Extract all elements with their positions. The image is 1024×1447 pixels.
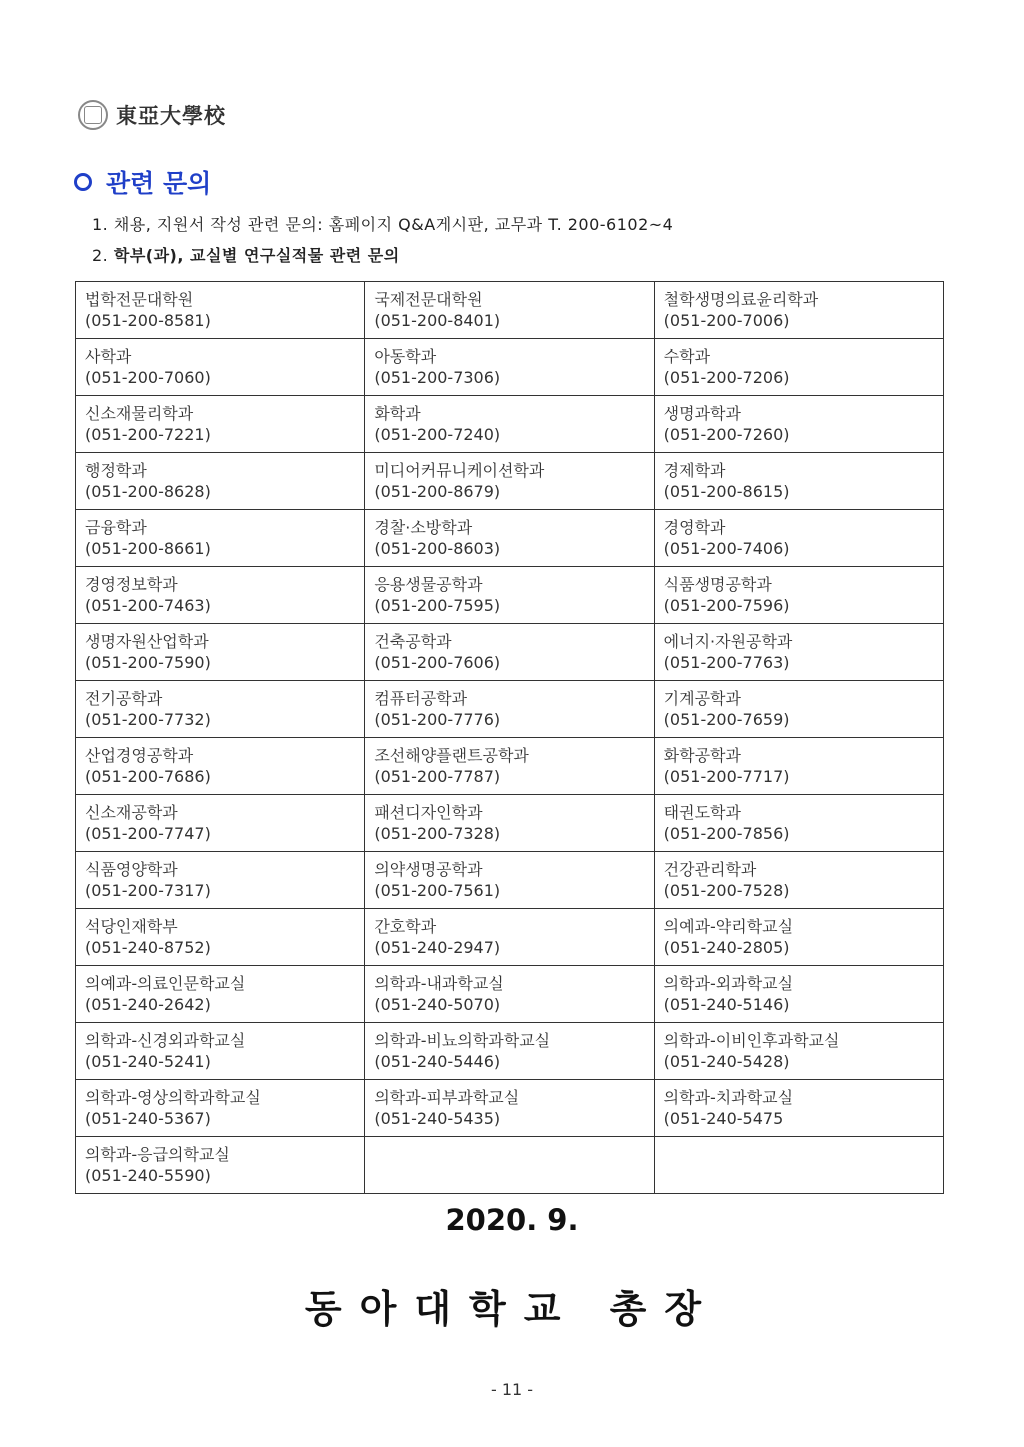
department-name: 사학과 — [85, 347, 132, 366]
department-phone: (051-200-7528) — [663, 881, 790, 900]
department-name: 의학과-응급의학교실 — [85, 1145, 230, 1164]
department-name: 수학과 — [663, 347, 711, 366]
contact-cell — [76, 1137, 365, 1194]
contact-cell — [76, 1023, 365, 1080]
department-name: 화학과 — [374, 404, 421, 423]
contact-cell — [365, 795, 654, 852]
department-name: 석당인재학부 — [85, 917, 178, 936]
department-phone: (051-200-7595) — [374, 596, 501, 615]
contact-cell — [654, 282, 943, 339]
department-name: 의학과-이비인후과학교실 — [663, 1031, 840, 1050]
contact-cell — [365, 738, 654, 795]
department-phone: (051-240-5446) — [374, 1052, 501, 1071]
table-row — [76, 909, 944, 966]
department-name: 미디어커뮤니케이션학과 — [374, 461, 545, 480]
department-phone: (051-200-7561) — [374, 881, 501, 900]
contact-cell — [365, 567, 654, 624]
table-row — [76, 624, 944, 681]
department-phone: (051-240-5146) — [663, 995, 790, 1014]
table-row — [76, 339, 944, 396]
department-phone: (051-200-7406) — [663, 539, 790, 558]
contact-cell — [654, 966, 943, 1023]
department-name: 행정학과 — [85, 461, 147, 480]
table-row — [76, 795, 944, 852]
department-phone: (051-200-7596) — [663, 596, 790, 615]
contact-cell — [76, 966, 365, 1023]
contact-cell — [76, 738, 365, 795]
contact-cell — [654, 909, 943, 966]
contact-cell — [654, 510, 943, 567]
document-date: 2020. 9. — [445, 1203, 579, 1237]
table-row — [76, 1080, 944, 1137]
department-name: 경영학과 — [663, 518, 726, 537]
department-phone: (051-200-8615) — [663, 482, 790, 501]
department-name: 의약생명공학과 — [374, 860, 483, 879]
department-name: 컴퓨터공학과 — [374, 689, 468, 708]
contact-cell — [76, 510, 365, 567]
department-phone: (051-240-2642) — [85, 995, 211, 1014]
department-phone: (051-200-8661) — [85, 539, 211, 558]
table-row — [76, 567, 944, 624]
department-phone: (051-200-7306) — [374, 368, 501, 387]
contact-cell — [76, 852, 365, 909]
department-name: 경찰·소방학과 — [374, 518, 473, 537]
department-name: 응용생물공학과 — [374, 575, 483, 594]
table-row — [76, 1023, 944, 1080]
department-phone: (051-200-7856) — [663, 824, 790, 843]
department-name: 조선해양플랜트공학과 — [374, 746, 529, 765]
contact-cell — [76, 282, 365, 339]
contact-cell — [654, 339, 943, 396]
contact-cell — [365, 681, 654, 738]
department-phone: (051-200-7747) — [85, 824, 211, 843]
department-name: 패션디자인학과 — [374, 803, 483, 822]
department-name: 식품생명공학과 — [663, 575, 772, 594]
department-phone: (051-200-7606) — [374, 653, 501, 672]
department-name: 전기공학과 — [85, 689, 163, 708]
inquiry-item-2-text: 학부(과), 교실별 연구실적물 관련 문의 — [113, 246, 400, 265]
department-phone: (051-200-7006) — [663, 311, 790, 330]
department-name: 의예과-의료인문학교실 — [85, 974, 246, 993]
department-phone: (051-200-7732) — [85, 710, 211, 729]
department-phone: (051-240-5475 — [663, 1109, 784, 1128]
contact-cell — [654, 1023, 943, 1080]
table-row — [76, 738, 944, 795]
department-phone: (051-200-7206) — [663, 368, 790, 387]
department-phone: (051-240-8752) — [85, 938, 211, 957]
department-phone: (051-200-8581) — [85, 311, 211, 330]
department-name: 화학공학과 — [663, 746, 741, 765]
department-name: 간호학과 — [374, 917, 437, 936]
department-name: 의학과-영상의학과학교실 — [85, 1088, 261, 1107]
department-phone: (051-240-2947) — [374, 938, 501, 957]
contact-cell — [76, 1080, 365, 1137]
table-row — [76, 852, 944, 909]
department-name: 국제전문대학원 — [374, 290, 483, 309]
contact-cell — [365, 1137, 654, 1194]
contact-cell — [76, 909, 365, 966]
department-name: 건축공학과 — [374, 632, 452, 651]
department-name: 에너지·자원공학과 — [663, 632, 793, 651]
department-phone: (051-200-7776) — [374, 710, 501, 729]
logo-text: 東亞大學校 — [116, 103, 226, 128]
contact-cell — [654, 1137, 943, 1194]
department-phone: (051-200-8679) — [374, 482, 501, 501]
department-name: 법학전문대학원 — [85, 290, 194, 309]
department-phone: (051-200-8603) — [374, 539, 501, 558]
contact-cell — [654, 1080, 943, 1137]
university-seal-icon — [78, 100, 108, 130]
department-phone: (051-240-5241) — [85, 1052, 211, 1071]
contact-cell — [365, 1080, 654, 1137]
contact-cell — [654, 852, 943, 909]
department-name: 아동학과 — [374, 347, 437, 366]
contact-cell — [76, 795, 365, 852]
contact-cell — [365, 624, 654, 681]
department-name: 의학과-치과학교실 — [663, 1088, 794, 1107]
department-name: 금융학과 — [85, 518, 147, 537]
department-name: 의예과-약리학교실 — [663, 917, 794, 936]
department-name: 의학과-외과학교실 — [663, 974, 794, 993]
department-name: 건강관리학과 — [663, 860, 757, 879]
department-name: 경영정보학과 — [85, 575, 178, 594]
table-row — [76, 282, 944, 339]
contact-cell — [365, 852, 654, 909]
contact-cell — [76, 624, 365, 681]
section-heading — [74, 164, 211, 200]
contact-cell — [76, 567, 365, 624]
department-name: 의학과-비뇨의학과학교실 — [374, 1031, 551, 1050]
table-row — [76, 1137, 944, 1194]
table-row — [76, 396, 944, 453]
department-name: 식품영양학과 — [85, 860, 178, 879]
department-phone: (051-240-5590) — [85, 1166, 211, 1185]
department-phone: (051-240-5367) — [85, 1109, 211, 1128]
department-phone: (051-200-7686) — [85, 767, 211, 786]
department-phone: (051-200-7221) — [85, 425, 211, 444]
department-phone: (051-200-7763) — [663, 653, 790, 672]
contact-cell — [654, 567, 943, 624]
inquiry-item-2-number: 2. — [92, 246, 109, 265]
contact-cell — [365, 339, 654, 396]
department-name: 철학생명의료윤리학과 — [663, 290, 819, 309]
contact-cell — [654, 795, 943, 852]
department-phone: (051-200-8401) — [374, 311, 501, 330]
department-phone: (051-200-7060) — [85, 368, 211, 387]
contact-cell — [76, 453, 365, 510]
contact-cell — [365, 510, 654, 567]
contact-cell — [365, 1023, 654, 1080]
circle-bullet-icon — [74, 173, 92, 191]
department-phone: (051-240-5435) — [374, 1109, 501, 1128]
department-name: 기계공학과 — [663, 689, 741, 708]
department-phone: (051-200-7463) — [85, 596, 211, 615]
department-name: 신소재공학과 — [85, 803, 178, 822]
department-phone: (051-200-7240) — [374, 425, 501, 444]
table-row — [76, 510, 944, 567]
table-row — [76, 966, 944, 1023]
section-title: 관련 문의 — [106, 169, 212, 198]
department-phone: (051-200-7260) — [663, 425, 790, 444]
department-name: 생명자원산업학과 — [85, 632, 209, 651]
contact-cell — [365, 966, 654, 1023]
signature-line: 동아대학교 총장 — [304, 1287, 720, 1331]
inquiry-item-2 — [92, 243, 400, 266]
department-name: 생명과학과 — [663, 404, 741, 423]
contact-table-body — [76, 282, 944, 1194]
department-phone: (051-200-7328) — [374, 824, 501, 843]
contact-cell — [76, 396, 365, 453]
department-phone: (051-200-7717) — [663, 767, 790, 786]
department-phone: (051-240-2805) — [663, 938, 790, 957]
department-name: 의학과-피부과학교실 — [374, 1088, 520, 1107]
department-phone: (051-200-7659) — [663, 710, 790, 729]
contact-cell — [654, 738, 943, 795]
department-phone: (051-240-5070) — [374, 995, 501, 1014]
table-row — [76, 453, 944, 510]
contact-cell — [365, 282, 654, 339]
department-name: 태권도학과 — [663, 803, 741, 822]
contact-cell — [365, 453, 654, 510]
department-phone: (051-200-7317) — [85, 881, 211, 900]
university-logo — [78, 100, 226, 130]
contact-cell — [365, 909, 654, 966]
page-number: - 11 - — [490, 1380, 534, 1399]
department-phone: (051-240-5428) — [663, 1052, 790, 1071]
contact-table — [75, 281, 944, 1194]
contact-cell — [654, 681, 943, 738]
department-phone: (051-200-7787) — [374, 767, 501, 786]
contact-cell — [76, 339, 365, 396]
department-name: 신소재물리학과 — [85, 404, 194, 423]
inquiry-item-1: 1. 채용, 지원서 작성 관련 문의: 홈페이지 Q&A게시판, 교무과 T. 200-6102~4 — [92, 215, 674, 234]
contact-cell — [654, 453, 943, 510]
contact-cell — [76, 681, 365, 738]
department-name: 의학과-내과학교실 — [374, 974, 504, 993]
department-name: 경제학과 — [663, 461, 726, 480]
department-name: 산업경영공학과 — [85, 746, 194, 765]
contact-cell — [365, 396, 654, 453]
contact-cell — [654, 396, 943, 453]
department-name: 의학과-신경외과학교실 — [85, 1031, 246, 1050]
department-phone: (051-200-7590) — [85, 653, 211, 672]
department-phone: (051-200-8628) — [85, 482, 211, 501]
contact-cell — [654, 624, 943, 681]
table-row — [76, 681, 944, 738]
